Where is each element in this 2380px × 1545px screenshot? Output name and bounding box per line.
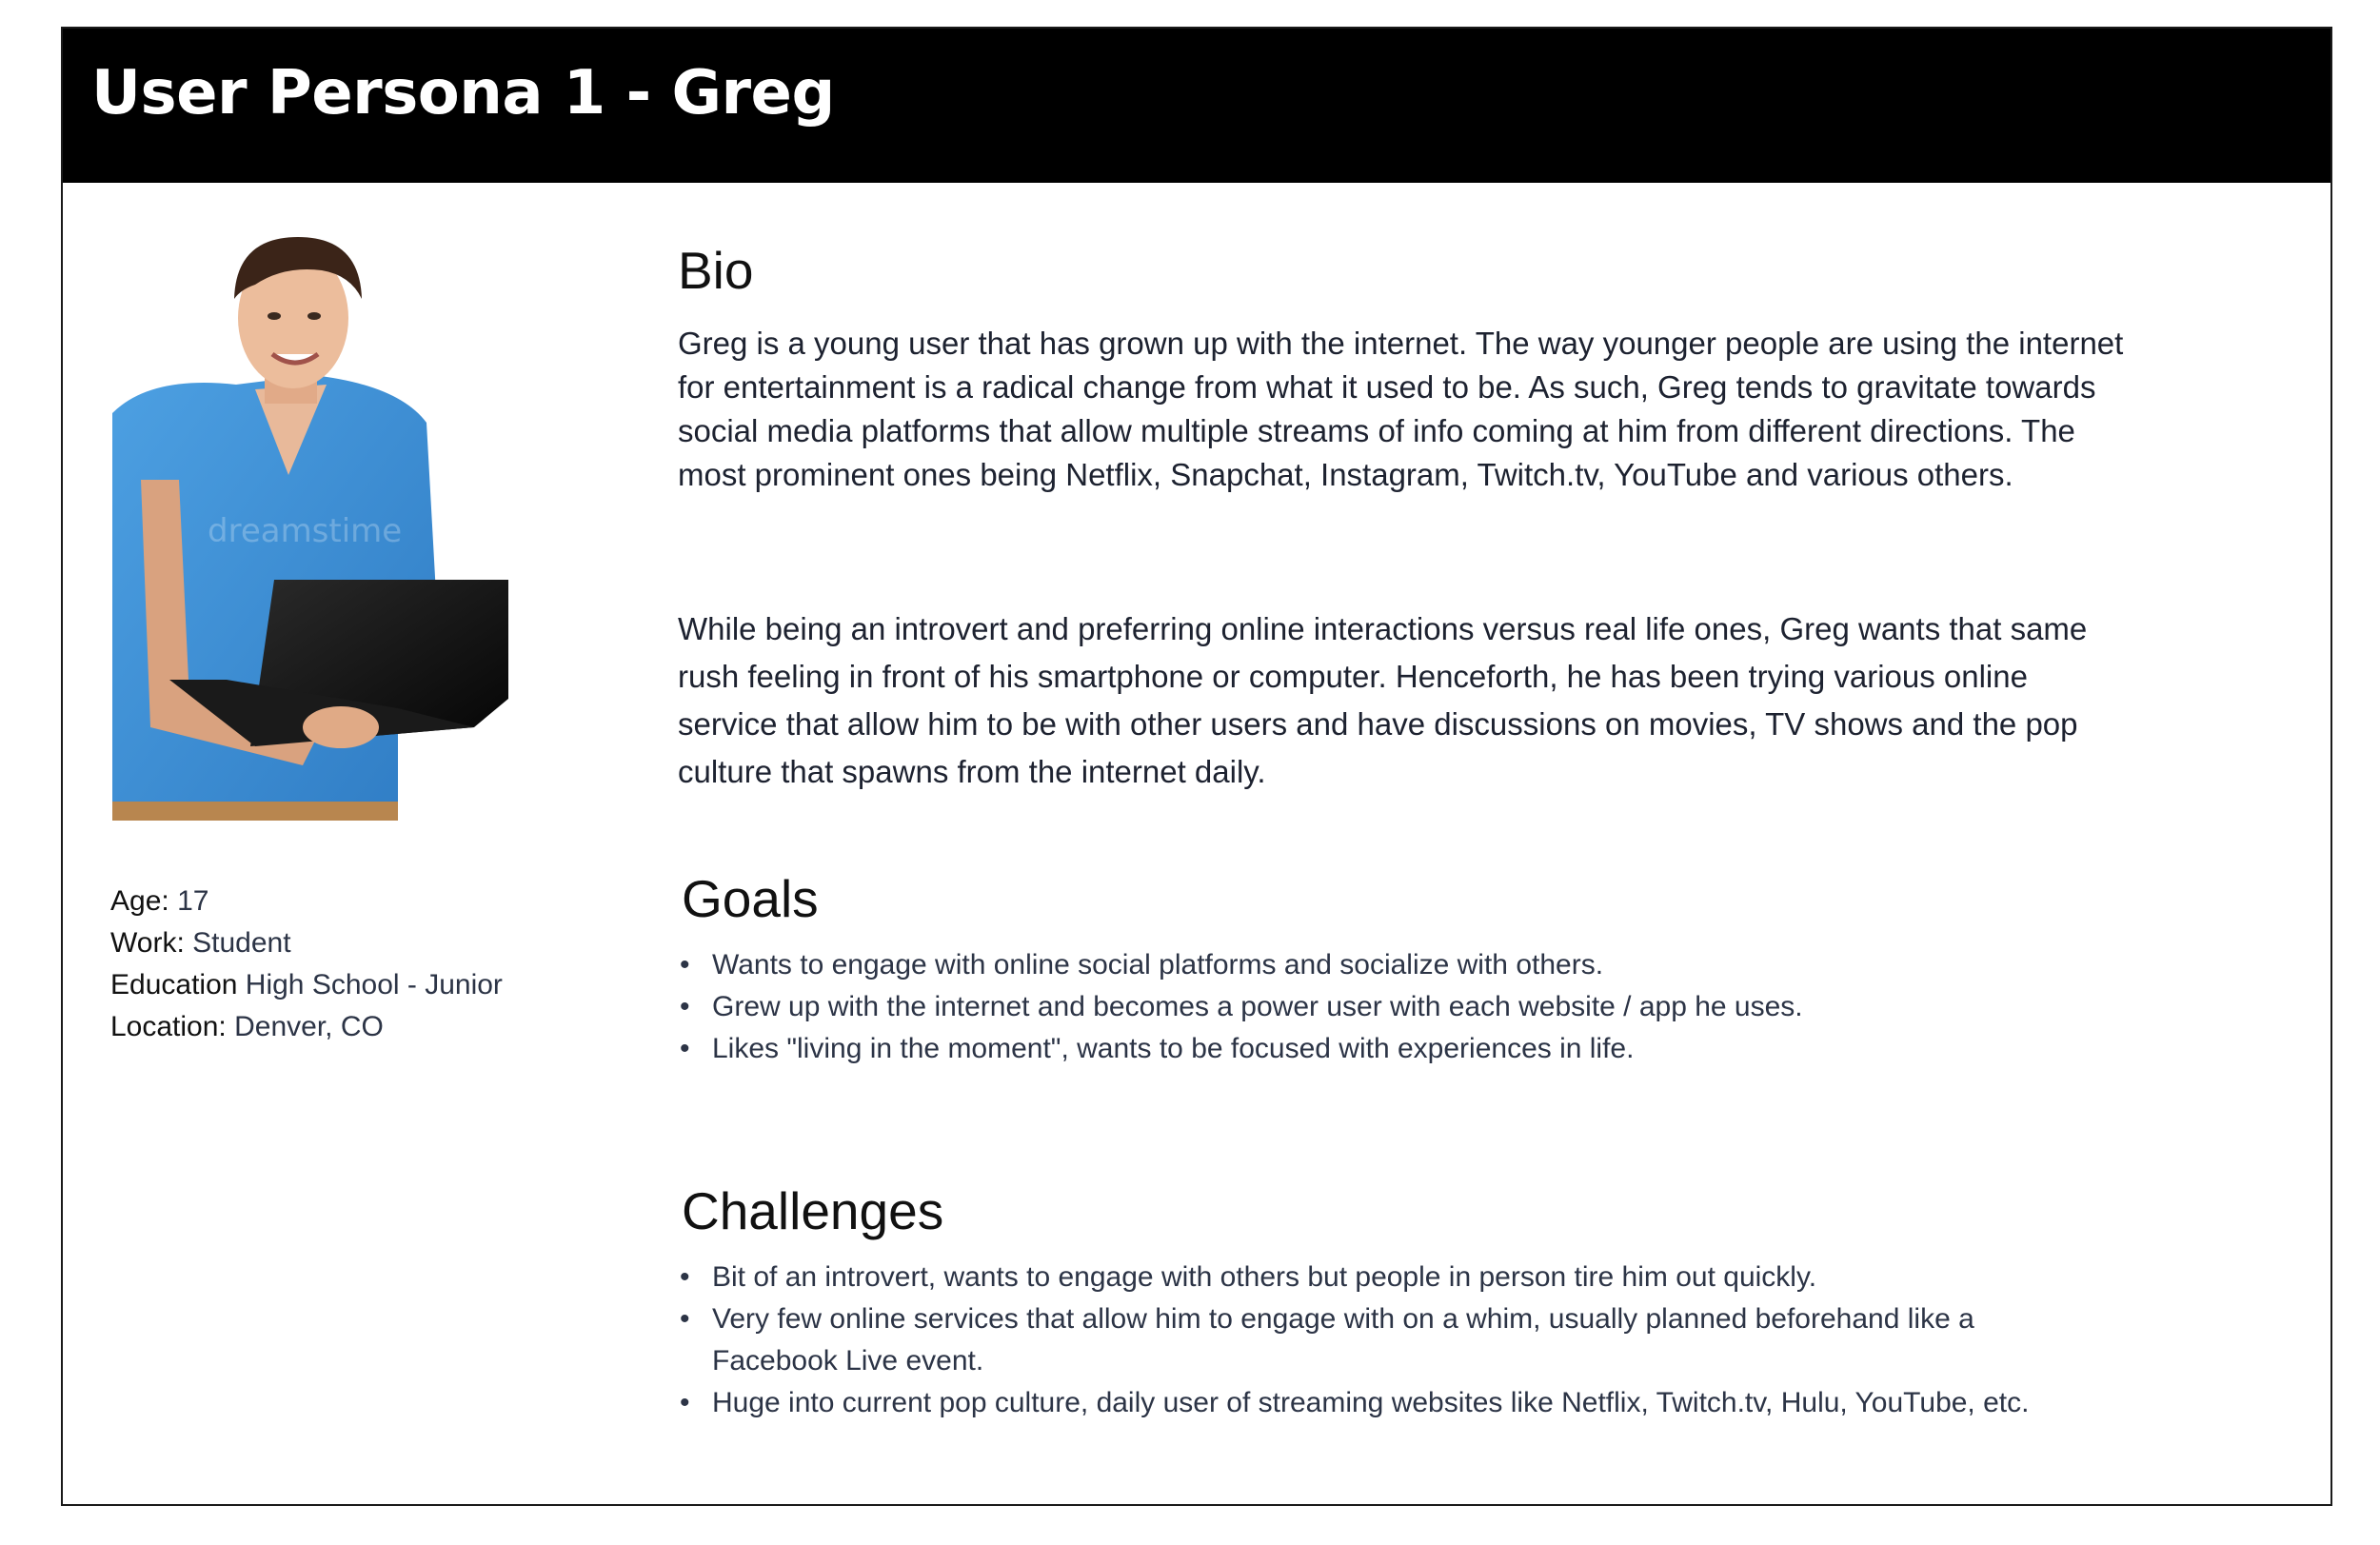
- bullet-icon: •: [680, 1261, 690, 1293]
- persona-illustration: [112, 232, 508, 821]
- bullet-icon: •: [680, 949, 690, 980]
- list-item: • Grew up with the internet and becomes a power user with each website / app he uses.: [678, 986, 2163, 1028]
- profile-work: [110, 922, 503, 964]
- work-label: Work:: [110, 927, 185, 959]
- list-item: • Bit of an introvert, wants to engage with others but people in person tire him out quickly.: [678, 1257, 2163, 1298]
- age-label: Age:: [110, 885, 169, 917]
- bullet-icon: •: [680, 1303, 690, 1335]
- location-value: Denver, CO: [234, 1011, 384, 1042]
- bio-paragraph-1: Greg is a young user that has grown up with the internet. The way younger people are using the internet for entertainment is a radical change from what it used to be. As such, Greg tends to gravitate towards social media platforms that allow multiple streams of info coming at him from different directions. The most prominent ones being Netflix, Snapchat, Instagram, Twitch.tv, YouTube and various others.: [678, 326, 2124, 492]
- list-item: • Very few online services that allow him to engage with on a whim, usually planned beforehand like a Facebook Live event.: [678, 1298, 2102, 1382]
- profile-location: [110, 1006, 503, 1048]
- bio-title: Bio: [678, 241, 754, 300]
- challenges-title: Challenges: [682, 1181, 944, 1240]
- profile-details: [110, 881, 503, 1048]
- list-item: • Likes "living in the moment", wants to be focused with experiences in life.: [678, 1028, 2163, 1070]
- header-bar: [63, 29, 2330, 183]
- profile-age: [110, 881, 503, 922]
- challenges-list: [678, 1257, 2163, 1424]
- age-value: 17: [177, 885, 209, 917]
- location-label: Location:: [110, 1011, 227, 1042]
- list-item: • Wants to engage with online social platforms and socialize with others.: [678, 944, 2163, 986]
- education-label: Education: [110, 969, 238, 1000]
- goals-list: [678, 944, 2163, 1070]
- page-title: User Persona 1 - Greg: [91, 58, 835, 129]
- list-item: • Huge into current pop culture, daily user of streaming websites like Netflix, Twitch.tv, Hulu, YouTube, etc.: [678, 1382, 2163, 1424]
- education-value: High School - Junior: [245, 969, 503, 1000]
- persona-photo: [112, 232, 508, 821]
- goals-title: Goals: [682, 869, 819, 928]
- bullet-icon: •: [680, 991, 690, 1022]
- bullet-icon: •: [680, 1033, 690, 1064]
- bullet-icon: •: [680, 1387, 690, 1418]
- profile-education: [110, 964, 503, 1006]
- bio-paragraph-2: While being an introvert and preferring online interactions versus real life ones, Greg wants that same rush feeling in front of his smartphone or computer. Henceforth, he has been trying various online service that allow him to be with other users and have discussions on movies, TV shows and the pop culture that spawns from the internet daily.: [678, 611, 2088, 789]
- persona-card: [61, 27, 2332, 1506]
- work-value: Student: [192, 927, 291, 959]
- photo-watermark: dreamstime: [208, 512, 403, 550]
